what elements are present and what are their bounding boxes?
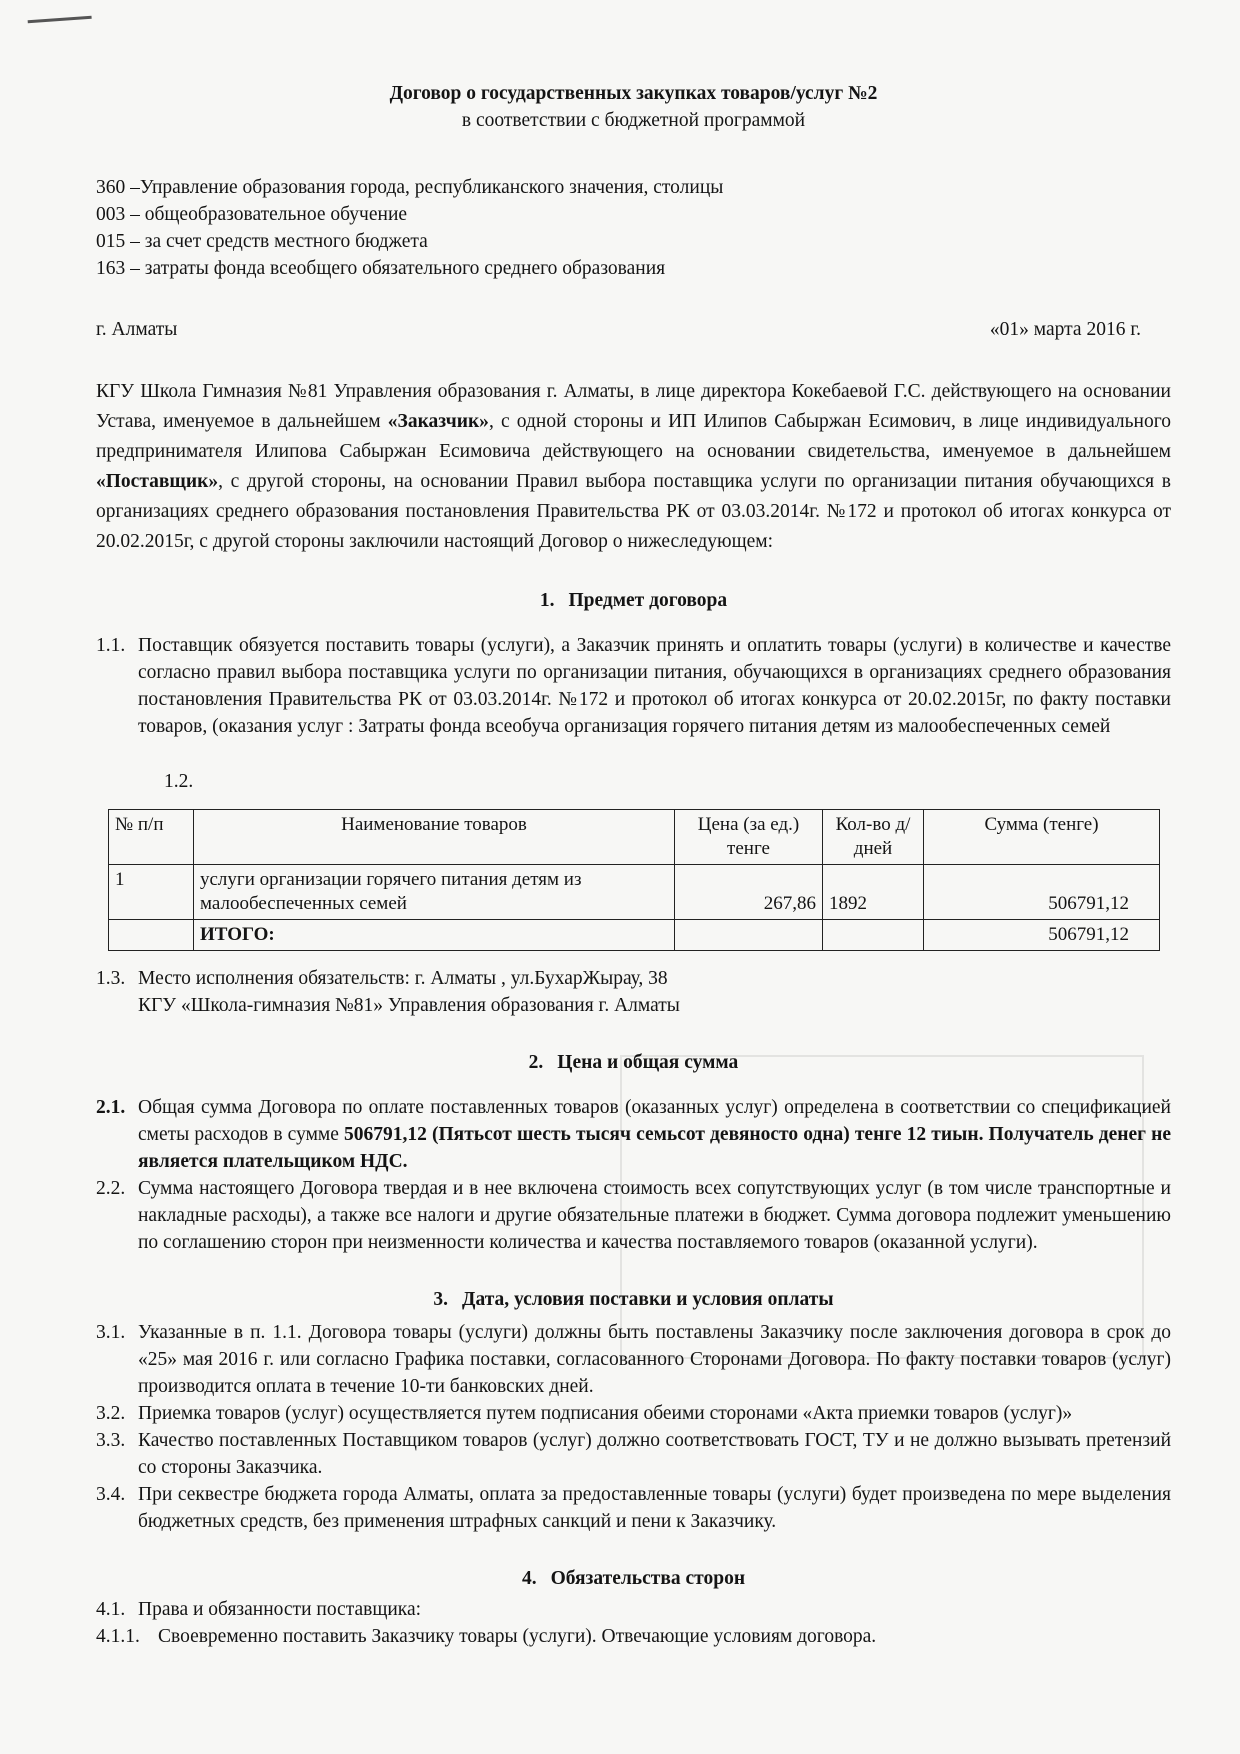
section-title: Цена и общая сумма (557, 1052, 739, 1073)
total-label: ИТОГО: (194, 920, 675, 951)
section-number: 1. (539, 590, 555, 611)
section-title: Обязательства сторон (550, 1568, 746, 1589)
clause-text: Права и обязанности поставщика: (138, 1599, 422, 1620)
clause-text: Указанные в п. 1.1. Договора товары (услуги) должны быть поставлены Заказчику после заключения договора в срок до «25» мая 2016 г. или согласно Графика поставки, согласованного Сторонами Договора. По факту поставки товаров (услуг) производится оплата в течение 10-ти банковских дней. (138, 1322, 1171, 1397)
column-header: Сумма (тенге) (924, 810, 1160, 865)
section-heading (96, 1049, 1171, 1076)
table-total-row (109, 920, 1160, 951)
budget-line: 163 – затраты фонда всеобщего обязательного среднего образования (96, 258, 666, 279)
clause-number: 1.3. (96, 968, 126, 989)
cell-no: 1 (109, 865, 194, 920)
column-header: № п/п (109, 810, 194, 865)
table-header-row (109, 810, 1160, 865)
document-subtitle: в соответствии с бюджетной программой (461, 110, 806, 131)
clause-text: Приемка товаров (услуг) осуществляется путем подписания обеими сторонами «Акта приемки товаров (услуг)» (138, 1403, 1073, 1424)
clause-line: Место исполнения обязательств: г. Алматы , ул.БухарЖырау, 38 (138, 968, 668, 989)
clause-text: При секвестре бюджета города Алматы, оплата за предоставленные товары (услуги) будет произведена по мере выделения бюджетных средств, без применения штрафных санкций и пени к Заказчику. (138, 1484, 1171, 1532)
clause-text-block (138, 965, 1171, 1019)
document-title: Договор о государственных закупках товаров/услуг №2 (389, 83, 878, 104)
column-header: Наименование товаров (194, 810, 675, 865)
clause (96, 1094, 1171, 1175)
cell-empty (675, 920, 823, 951)
clause-line: КГУ «Школа-гимназия №81» Управления образования г. Алматы (138, 995, 680, 1016)
section-heading (96, 1565, 1171, 1592)
cell-sum: 506791,12 (924, 865, 1160, 920)
cell-price: 267,86 (675, 865, 823, 920)
clause-bold-text: 506791,12 (Пятьсот шесть тысяч семьсот девяносто одна) тенге 12 тиын. Получатель денег не является плательщиком НДС. (138, 1124, 1172, 1172)
clause-text: Своевременно поставить Заказчику товары (услуги). Отвечающие условиям договора. (158, 1626, 877, 1647)
clause (96, 1175, 1171, 1256)
supplier-term: «Поставщик» (96, 471, 219, 492)
clause (96, 632, 1171, 740)
clause-text: Поставщик обязуется поставить товары (услуги), а Заказчик принять и оплатить товары (услуги) в количестве и качестве согласно правил выбора поставщика услуги по организации питания, обучающихся в организациях среднего образования постановления Правительства РК от 03.03.2014г. №172 и протокол об итогах конкурса от 20.02.2015г, по факту поставки товаров, (оказания услуг : Затраты фонда всеобуча организация горячего питания детям из малообеспеченных семей (138, 635, 1171, 737)
place-date-line (96, 316, 1171, 343)
preamble-part: , с другой стороны, на основании Правил выбора поставщика услуги по организации питания обучающихся в организациях среднего образования постановления Правительства РК от 03.03.2014г. №172 и протокол об итогах конкурса от 20.02.2015г, с другой стороны заключили настоящий Договор о нижеследующем: (96, 471, 1171, 552)
clause-text: Сумма настоящего Договора твердая и в нее включена стоимость всех сопутствующих услуг (в том числе транспортные и накладные расходы), а также все налоги и другие обязательные платежи в бюджет. Сумма договора подлежит уменьшению по соглашению сторон при неизменности количества и качества поставляемого товаров (оказанной услуги). (138, 1178, 1171, 1253)
cell-qty: 1892 (823, 865, 924, 920)
cell-empty (109, 920, 194, 951)
table-row (109, 865, 1160, 920)
section-heading (96, 587, 1171, 614)
clause (96, 1400, 1171, 1427)
total-sum: 506791,12 (924, 920, 1160, 951)
cell-empty (823, 920, 924, 951)
clause-number: 2.1. (96, 1097, 126, 1118)
clause-number: 4.1.1. (96, 1626, 140, 1647)
section-heading (96, 1286, 1171, 1313)
budget-program-list (96, 174, 1171, 282)
staple-mark (28, 16, 93, 33)
column-header: Кол-во д/дней (823, 810, 924, 865)
clause-number: 1.2. (164, 771, 194, 792)
section-number: 4. (521, 1568, 537, 1589)
section-number: 3. (433, 1289, 449, 1310)
budget-line: 360 –Управление образования города, республиканского значения, столицы (96, 177, 724, 198)
clause (96, 1623, 1171, 1650)
city: г. Алматы (96, 319, 178, 340)
clause-number: 2.2. (96, 1178, 126, 1199)
customer-term: «Заказчик» (387, 411, 489, 432)
clause (96, 1596, 1171, 1623)
section-number: 2. (528, 1052, 544, 1073)
budget-line: 015 – за счет средств местного бюджета (96, 231, 428, 252)
clause (96, 1319, 1171, 1400)
clause-text-block (138, 1094, 1171, 1175)
clause-text: Общая сумма Договора по оплате поставленных товаров (оказанных услуг) определена в соответствии со спецификацией сметы расходов в сумме (138, 1097, 1171, 1145)
clause (96, 1481, 1171, 1535)
clause-number: 1.1. (96, 635, 126, 656)
clause-number: 3.3. (96, 1430, 126, 1451)
clause-number: 4.1. (96, 1599, 126, 1620)
specification-table (108, 809, 1160, 951)
contract-date: «01» марта 2016 г. (989, 319, 1141, 340)
column-header: Цена (за ед.) тенге (675, 810, 823, 865)
clause (96, 1427, 1171, 1481)
section-title: Предмет договора (568, 590, 728, 611)
clause-number: 3.1. (96, 1322, 126, 1343)
preamble-part: , с одной стороны и ИП Илипов Сабыржан Есимович, в лице индивидуального предпринимателя Илипова Сабыржан Есимовича действующего на основании свидетельства, именуемое в дальнейшем (96, 411, 1171, 462)
preamble-part: КГУ Школа Гимназия №81 Управления образования г. Алматы, в лице директора Кокебаевой Г.С. действующего на основании Устава, именуемое в дальнейшем (96, 381, 1171, 432)
clause-number: 3.2. (96, 1403, 126, 1424)
cell-name: услуги организации горячего питания детям из малообеспеченных семей (194, 865, 675, 920)
document-body (96, 80, 1171, 1650)
clause (96, 965, 1171, 1019)
preamble-paragraph (96, 377, 1171, 557)
clause-number: 3.4. (96, 1484, 126, 1505)
budget-line: 003 – общеобразовательное обучение (96, 204, 408, 225)
clause-text: Качество поставленных Поставщиком товаров (услуг) должно соответствовать ГОСТ, ТУ и не должно вызывать претензий со стороны Заказчика. (138, 1430, 1171, 1478)
section-title: Дата, условия поставки и условия оплаты (462, 1289, 834, 1310)
